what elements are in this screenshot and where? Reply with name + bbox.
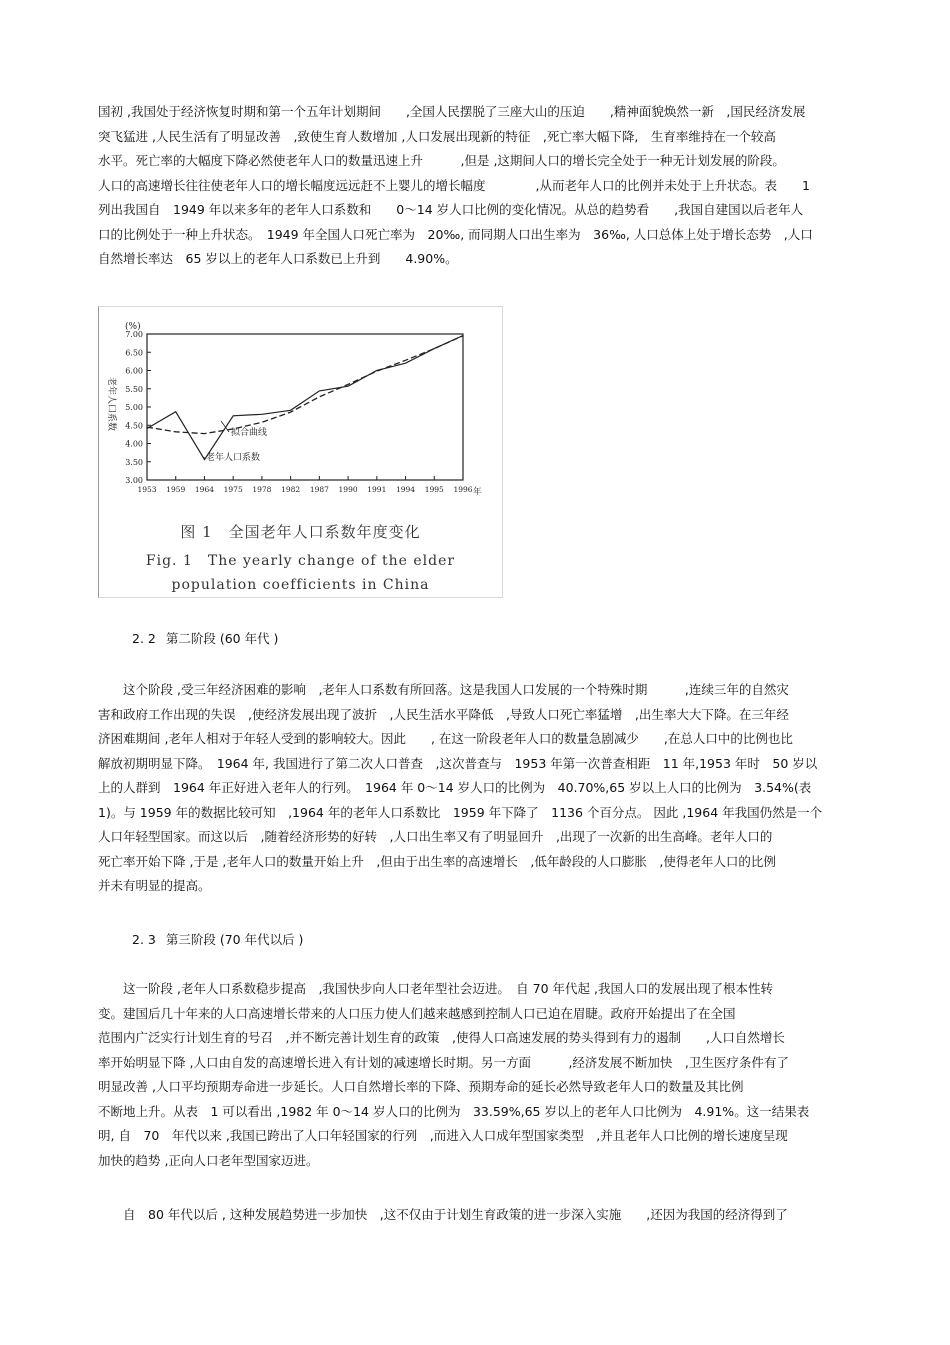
paragraph-intro [98,100,833,272]
text-line: 上的人群到 1964 年正好进入老年人的行列。 1964 年 0～14 岁人口的比例为 40.70%,65 岁以上人口的比例为 3.54%(表 [98,780,812,795]
x-tick-label: 1996 [453,485,473,494]
x-tick-label: 1990 [338,485,358,494]
y-tick-label: 4.50 [125,421,143,431]
text-line: 这一阶段 ,老年人口系数稳步提高 ,我国快步向人口老年型社会迈进。 自 70 年代起 ,我国人口的发展出现了根本性转 [98,981,773,996]
text-line: 范围内广泛实行计划生育的号召 ,并不断完善计划生育的政策 ,使得人口高速发展的势头得到有力的遏制 ,人口自然增长 [98,1030,785,1045]
section-title: 第二阶段 (60 年代 ) [165,631,279,646]
section-title: 第三阶段 (70 年代以后 ) [165,932,304,947]
section-number: 2. 2 [132,631,156,646]
text-line: 国初 ,我国处于经济恢复时期和第一个五年计划期间 ,全国人民摆脱了三座大山的压迫 ,精神面貌焕然一新 ,国民经济发展 [98,104,806,119]
y-tick-label: 3.00 [125,476,143,485]
text-line: 并未有明显的提高。 [98,878,211,893]
text-line: 死亡率开始下降 ,于是 ,老年人口的数量开始上升 ,但由于出生率的高速增长 ,低年龄段的人口膨胀 ,使得老年人口的比例 [98,853,776,869]
text-line: 解放初期明显下降。 1964 年, 我国进行了第二次人口普查 ,这次普查与 1953 年第一次普查相距 11 年,1953 年时 50 岁以 [98,755,818,771]
x-tick-label: 1995 [424,485,444,494]
y-unit-label: (%) [125,322,141,332]
text-line: 口的比例处于一种上升状态。 1949 年全国人口死亡率为 20‰, 而同期人口出生率为 36‰, 人口总体上处于增长态势 ,人口 [98,226,813,242]
legend-actual-label: 老年人口系数 [206,453,261,463]
fit-curve-line [147,336,463,434]
section-heading-2-3 [132,930,313,948]
x-tick-label: 1987 [309,485,329,494]
section-heading-2-2 [132,629,288,647]
text-line: 变。建国后几十年来的人口高速增长带来的人口压力使人们越来越感到控制人口已迫在眉睫。政府开始提出了在全国 [98,1005,736,1021]
y-tick-label: 5.50 [125,384,143,394]
text-line: 人口的高速增长往往使老年人口的增长幅度远远赶不上婴儿的增长幅度 ,从而老年人口的比例并未处于上升状态。表 1 [98,177,810,193]
figure-caption-cn: 图 1 全国老年人口系数年度变化 [180,523,421,541]
x-tick-label: 1978 [252,485,272,494]
text-line: 济困难期间 ,老年人相对于年轻人受到的影响较大。因此 , 在这一阶段老年人口的数量急剧减少 ,在总人口中的比例也比 [98,731,793,746]
elder-coefficient-line [147,336,463,460]
x-tick-label: 1994 [395,485,416,494]
text-line: 1)。与 1959 年的数据比较可知 ,1964 年的老年人口系数比 1959 年下降了 1136 个百分点。 因此 ,1964 年我国仍然是一个 [98,804,823,820]
text-line: 不断地上升。从表 1 可以看出 ,1982 年 0～14 岁人口的比例为 33.59%,65 岁以上的老年人口比例为 4.91%。这一结果表 [98,1103,810,1119]
x-tick-label: 1982 [281,485,301,494]
legend-fit-label: 拟合曲线 [231,428,268,438]
y-tick-label: 5.00 [125,403,143,412]
x-tick-label: 1953 [137,485,157,494]
figure-caption-en-line1: Fig. 1 The yearly change of the elder [145,553,456,569]
text-line: 率开始明显下降 ,人口由自发的高速增长进入有计划的减速增长时期。另一方面 ,经济发展不断加快 ,卫生医疗条件有了 [98,1054,789,1070]
y-tick-label: 3.50 [125,457,143,467]
y-tick-label: 7.00 [125,330,143,339]
x-unit-label: 年 [473,487,482,497]
text-line: 自 80 年代以后 , 这种发展趋势进一步加快 ,这不仅由于计划生育政策的进一步深入实施 ,还因为我国的经济得到了 [98,1207,788,1222]
y-axis-label: 老年人口系数 [106,377,116,432]
text-line: 明显改善 ,人口平均预期寿命进一步延长。人口自然增长率的下降、预期寿命的延长必然导致老年人口的数量及其比例 [98,1079,744,1094]
text-line: 列出我国自 1949 年以来多年的老年人口系数和 0～14 岁人口比例的变化情况。从总的趋势看 ,我国自建国以后老年人 [98,202,804,217]
paragraph-stage-3 [98,977,833,1173]
figure-caption-en-line2: population coefficients in China [171,577,430,593]
text-line: 突飞猛进 ,人民生活有了明显改善 ,致使生育人数增加 ,人口发展出现新的特征 ,死亡率大幅下降, 生育率维持在一个较高 [98,128,776,144]
text-line: 加快的趋势 ,正向人口老年型国家迈进。 [98,1152,319,1168]
elder-population-chart [99,307,502,517]
y-tick-label: 6.50 [125,348,143,358]
x-tick-label: 1975 [223,485,243,494]
text-line: 这个阶段 ,受三年经济困难的影响 ,老年人口系数有所回落。这是我国人口发展的一个特殊时期 ,连续三年的自然灾 [98,682,789,697]
paragraph-stage-3-cont [98,1203,833,1228]
text-line: 明, 自 70 年代以来 ,我国已跨出了人口年轻国家的行列 ,而进入人口成年型国家类型 ,并且老年人口比例的增长速度呈现 [98,1128,788,1143]
text-line: 害和政府工作出现的失误 ,使经济发展出现了波折 ,人民生活水平降低 ,导致人口死亡率猛增 ,出生率大大下降。在三年经 [98,706,789,722]
x-tick-label: 1959 [166,485,186,494]
section-number: 2. 3 [132,932,156,947]
y-tick-label: 6.00 [125,366,143,376]
x-tick-label: 1964 [194,485,215,494]
paragraph-stage-2 [98,678,833,899]
text-line: 水平。死亡率的大幅度下降必然使老年人口的数量迅速上升 ,但是 ,这期间人口的增长完全处于一种无计划发展的阶段。 [98,153,785,168]
y-tick-label: 4.00 [125,439,143,449]
figure-1 [98,306,503,598]
text-line: 自然增长率达 65 岁以上的老年人口系数已上升到 4.90%。 [98,251,458,266]
x-tick-label: 1991 [367,485,387,494]
text-line: 人口年轻型国家。而这以后 ,随着经济形势的好转 ,人口出生率又有了明显回升 ,出现了一次新的出生高峰。老年人口的 [98,829,773,844]
